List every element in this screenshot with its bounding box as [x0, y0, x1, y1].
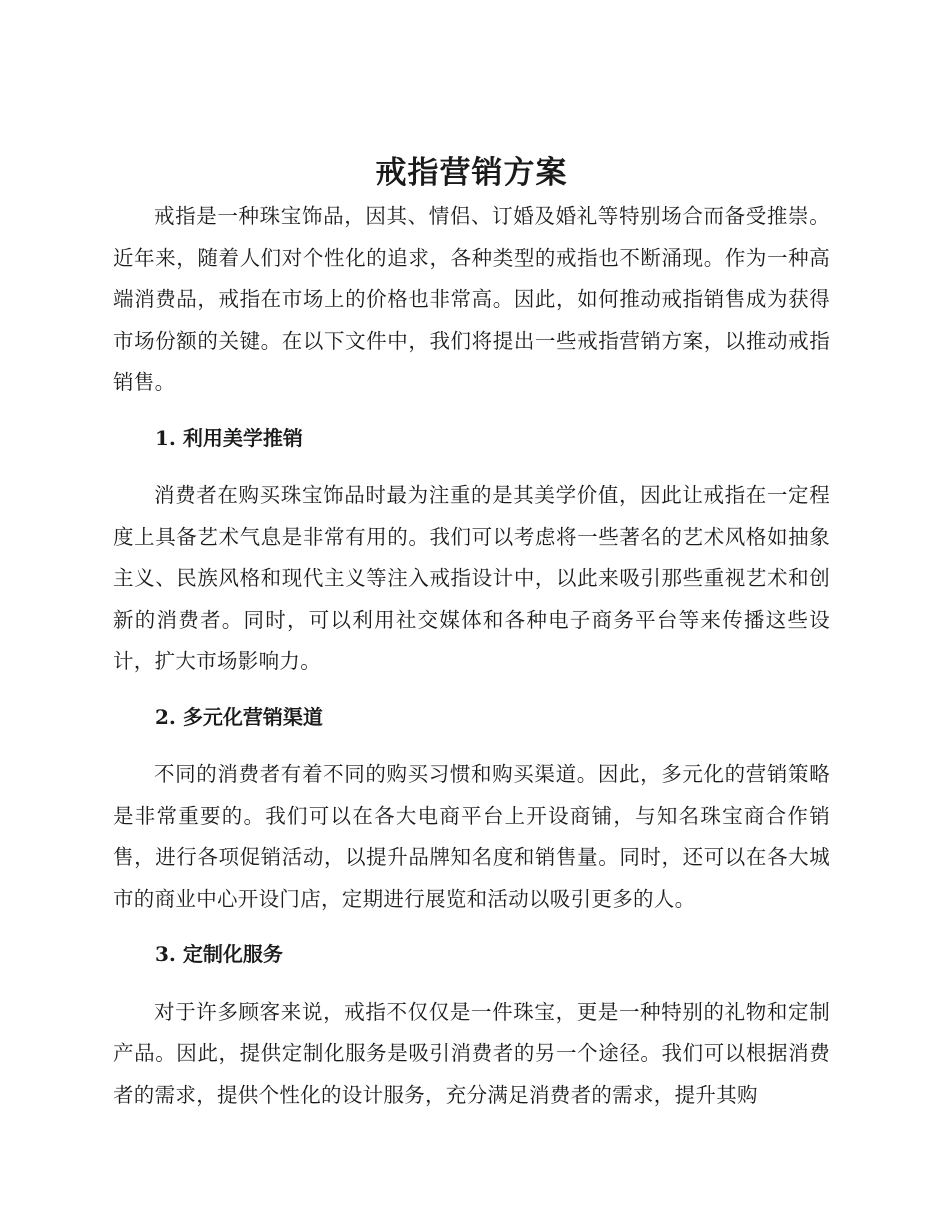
intro-paragraph: 戒指是一种珠宝饰品，因其、情侣、订婚及婚礼等特别场合而备受推崇。近年来，随着人们对个性化的追求，各种类型的戒指也不断涌现。作为一种高端消费品，戒指在市场上的价格也非常高。因此，如何推动戒指销售成为获得市场份额的关键。在以下文件中，我们将提出一些戒指营销方案，以推动戒指销售。 [113, 204, 830, 394]
spacer [113, 404, 830, 418]
document-title: 戒指营销方案 [375, 155, 568, 191]
section-body-3: 对于许多顾客来说，戒指不仅仅是一件珠宝，更是一种特别的礼物和定制产品。因此，提供定制化服务是吸引消费者的另一个途径。我们可以根据消费者的需求，提供个性化的设计服务，充分满足消费者的需求，提升其购 [113, 999, 830, 1107]
spacer [113, 920, 830, 934]
spacer [113, 976, 830, 992]
section-heading-2: 2. 多元化营销渠道 [155, 704, 323, 729]
section-heading-3: 3. 定制化服务 [155, 942, 283, 966]
document-page [113, 150, 830, 1116]
section-body-2: 不同的消费者有着不同的购买习惯和购买渠道。因此，多元化的营销策略是非常重要的。我们可以在各大电商平台上开设商铺，与知名珠宝商合作销售，进行各项促销活动，以提升品牌知名度和销售量。同时，还可以在各大城市的商业中心开设门店，定期进行展览和活动以吸引更多的人。 [113, 762, 830, 911]
section-heading-1: 1. 利用美学推销 [155, 425, 303, 450]
section-body-1: 消费者在购买珠宝饰品时最为注重的是其美学价值，因此让戒指在一定程度上具备艺术气息是非常有用的。我们可以考虑将一些著名的艺术风格如抽象主义、民族风格和现代主义等注入戒指设计中，以此来吸引那些重视艺术和创新的消费者。同时，可以利用社交媒体和各种电子商务平台等来传播这些设计，扩大市场影响力。 [113, 483, 830, 673]
spacer [113, 683, 830, 697]
spacer [113, 738, 830, 754]
spacer [113, 459, 830, 475]
